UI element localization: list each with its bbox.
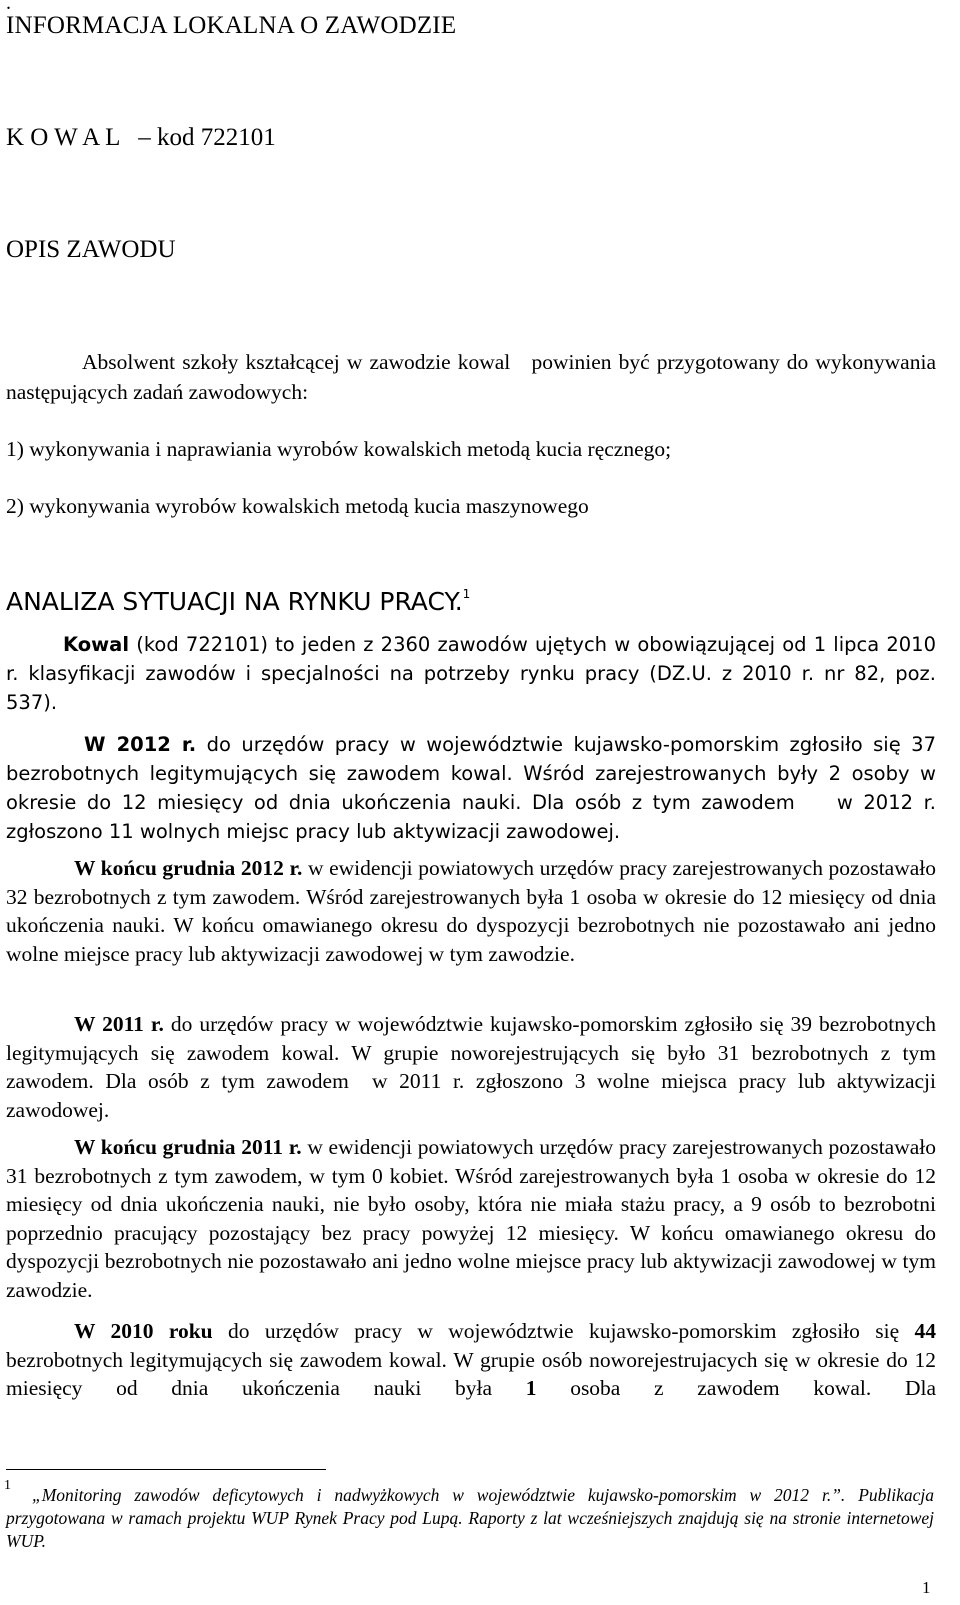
task-item-1: 1) wykonywania i naprawiania wyrobów kowalskich metodą kucia ręcznego; [6, 437, 672, 461]
page-number: 1 [922, 1578, 931, 1597]
paragraph-end-2011 [6, 1133, 936, 1304]
footnote-reference: 1 [462, 587, 471, 601]
kowal-rest: (kod 722101) to jeden z 2360 zawodów ujętych w obowiązującej od 1 lipca 2010 r. klasyfikacji zawodów i specjalności na potrzeby rynku pracy (DZ.U. z 2010 r. nr 82, poz. 537). [6, 633, 936, 714]
p2011-rest: do urzędów pracy w województwie kujawsko-pomorskim zgłosiło się 39 bezrobotnych legitymujących się zawodem kowal. W grupie noworejestrujących się było 31 bezrobotnych z tym zawodem. Dla osób z tym zawodem w 2011 r. zgłoszono 3 wolne miejsca pracy lub aktywizacji zawodowej. [6, 1012, 942, 1122]
section-analiza-title: ANALIZA SYTUACJI NA RYNKU PRACY [6, 587, 455, 616]
paragraph-2010 [6, 1317, 936, 1403]
end2012-rest: w ewidencji powiatowych urzędów pracy zarejestrowanych pozostawało 32 bezrobotnych z tym zawodem. Wśród zarejestrowanych była 1 osoba w okresie do 12 miesięcy od dnia ukończenia nauki. W końcu omawianego okresu do dyspozycji bezrobotnych nie pozostawało ani jedno wolne miejsce pracy lub aktywizacji zawodowej w tym zawodzie. [6, 856, 937, 966]
footnote-text: „Monitoring zawodów deficytowych i nadwyżkowych w województwie kujawsko-pomorskim w 2012 r.”. Publikacja przygotowana w ramach projektu WUP Rynek Pracy pod Lupą. Raporty z lat wcześniejszych znajdują się na stronie internetowej WUP. [6, 1485, 934, 1551]
footnote-separator [6, 1469, 326, 1470]
top-dot: . [6, 0, 11, 14]
kowal-bold: Kowal [63, 633, 130, 656]
paragraph-2012 [6, 730, 943, 846]
paragraph-kowal-code [6, 630, 936, 717]
p2011-bold: W 2011 r. [74, 1012, 164, 1036]
end2011-bold: W końcu grudnia 2011 r. [74, 1135, 302, 1159]
paragraph-2011 [6, 1010, 942, 1124]
p2012-bold: W 2012 r. [84, 733, 197, 756]
p2010-mid: do urzędów pracy w województwie kujawsko-pomorskim zgłosiło się [212, 1319, 915, 1343]
section-opis-zawodu: OPIS ZAWODU [6, 236, 176, 263]
document-title: INFORMACJA LOKALNA O ZAWODZIE [6, 12, 457, 39]
end2011-rest: w ewidencji powiatowych urzędów pracy zarejestrowanych pozostawało 31 bezrobotnych z tym zawodem, w tym 0 kobiet. Wśród zarejestrowanych była 1 osoba w okresie do 12 miesięcy od dnia ukończenia nauki, nie było osoby, która nie miała stażu pracy, a 9 osób to bezrobotni poprzednio pracujący pozostający bez pracy powyżej 12 miesięcy. W końcu omawianego okresu do dyspozycji bezrobotnych nie pozostawało ani jedno wolne miejsce pracy lub aktywizacji zawodowej w tym zawodzie. [6, 1135, 937, 1302]
opis-intro-paragraph: Absolwent szkoły kształcącej w zawodzie kowal powinien być przygotowany do wykonywania następujących zadań zawodowych: [6, 350, 942, 404]
footnote-mark: 1 [4, 1478, 11, 1493]
p2010-bold: W 2010 roku [74, 1319, 213, 1343]
section-analiza-suffix: . [454, 587, 463, 616]
p2010-mid2: bezrobotnych legitymujących się zawodem kowal. W grupie osób noworejestrujacych się w okresie do 12 miesięcy od dnia ukończenia nauki była [6, 1347, 936, 1400]
p2010-end: osoba z zawodem kowal. Dla [536, 1376, 936, 1400]
p2010-num-1: 1 [525, 1376, 537, 1400]
occupation-heading: K O W A L – kod 722101 [6, 124, 276, 151]
p2010-num-44: 44 [914, 1319, 936, 1343]
section-analiza-heading [6, 587, 470, 616]
end2012-bold: W końcu grudnia 2012 r. [74, 856, 303, 880]
p2012-rest: do urzędów pracy w województwie kujawsko-pomorskim zgłosiło się 37 bezrobotnych legitymujących się zawodem kowal. Wśród zarejestrowanych były 2 osoby w okresie do 12 miesięcy od dnia ukończenia nauki. Dla osób z tym zawodem w 2012 r. zgłoszono 11 wolnych miejsc pracy lub aktywizacji zawodowej. [6, 733, 943, 843]
paragraph-end-2012 [6, 854, 936, 968]
task-item-2: 2) wykonywania wyrobów kowalskich metodą kucia maszynowego [6, 494, 589, 518]
